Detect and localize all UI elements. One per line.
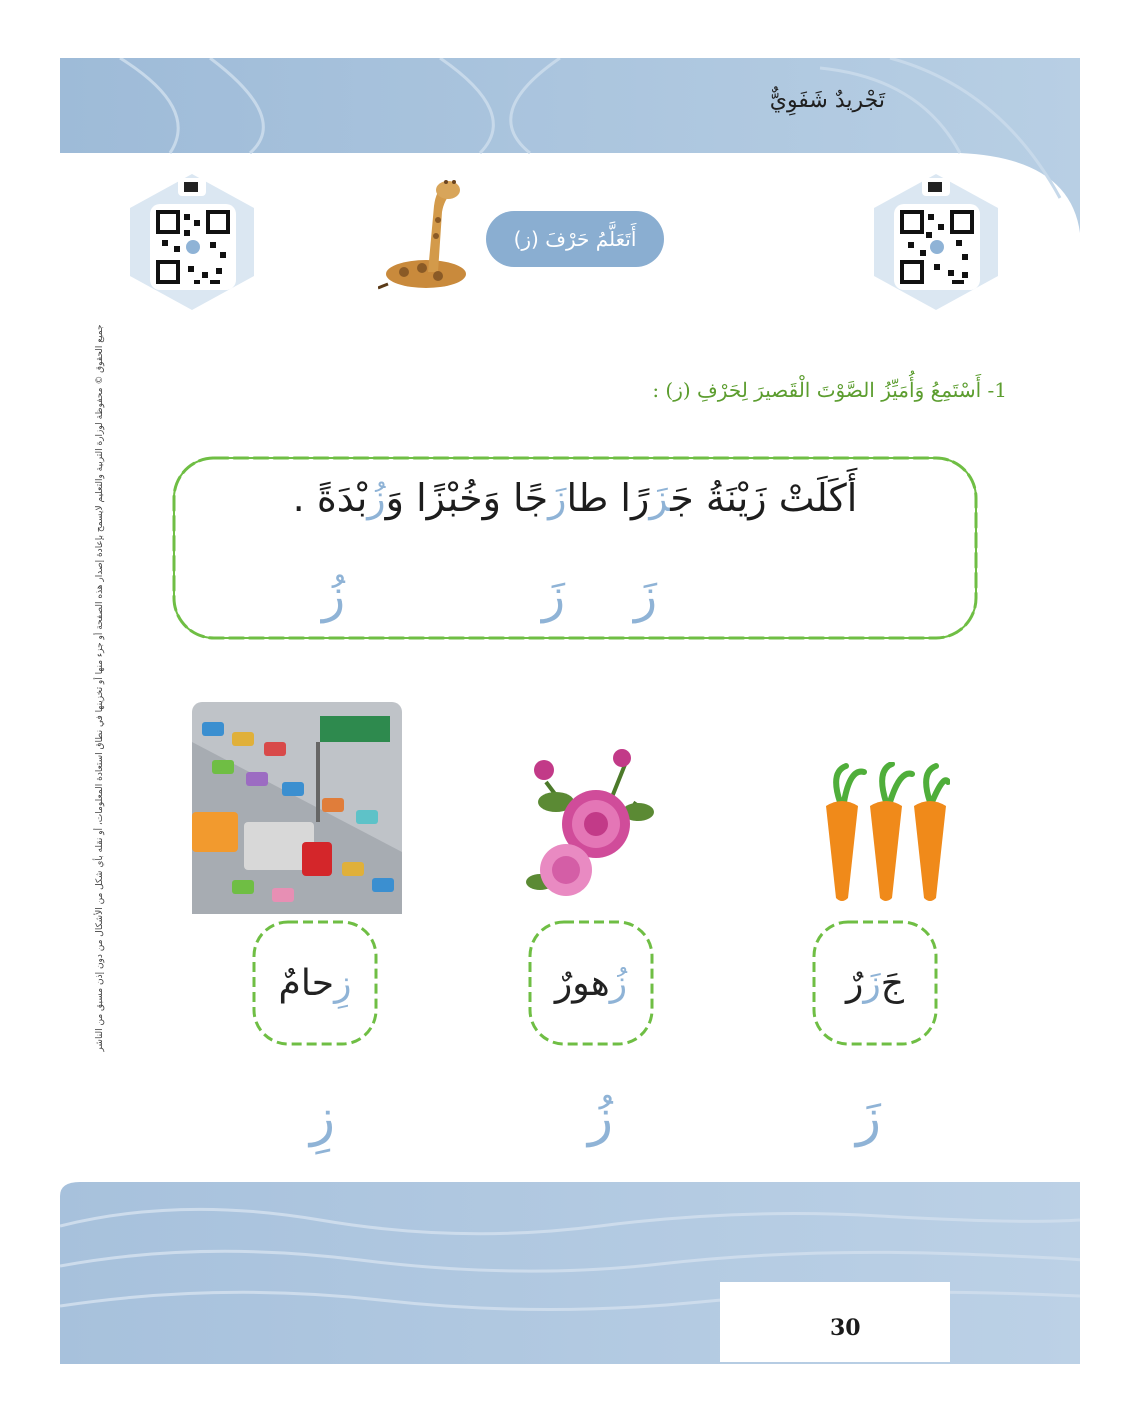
word-card-flowers: زُ هورٌ: [524, 916, 658, 1050]
sentence-letter-mark: زُ: [322, 568, 346, 624]
flowers-picture: [526, 742, 656, 912]
footer-band: [60, 1156, 1080, 1364]
highlighted-letter: زَ: [548, 476, 567, 520]
word-card-traffic-jam: زِ حامٌ: [248, 916, 382, 1050]
page-number: 30: [830, 1315, 861, 1341]
word-letter-mark: زِ: [310, 1088, 336, 1148]
lesson-title-pill: أَتَعَلَّمُ حَرْفَ (ز): [486, 211, 664, 267]
sentence-word: أَكَلَتْ: [778, 476, 858, 520]
exercise-sentence: [164, 476, 986, 520]
sentence-letter-mark: زَ: [634, 568, 658, 624]
carrots-picture: [820, 762, 950, 902]
sentence-letter-mark: زَ: [542, 568, 566, 624]
sentence-word: طازَجًا: [513, 476, 609, 520]
textbook-page: [60, 58, 1080, 1364]
word-letter-mark: زَ: [856, 1088, 882, 1148]
exercise-instruction: 1- أَسْتَمِعُ وَأُمَيِّزُ الصَّوْتَ الْقَصيرَ لِحَرْفِ (ز) :: [652, 378, 1007, 402]
sentence-word: وَزُبْدَةً: [316, 476, 405, 520]
giraffe-picture: [378, 176, 474, 296]
word-letter-mark: زُ: [588, 1088, 614, 1148]
highlighted-letter: زَ: [863, 962, 881, 1004]
copyright-note: جميع الحقوق © محفوظة لوزارة التربية والتعليم لايسمح بإعادة إصدار هذه الصفحة أو جزء منها أو تخزينها في نطاق استعادة المعلومات، أو نقله بأي شكل من الأشكال من دون إذن مسبق من الناشر: [95, 324, 105, 1052]
sentence-period: .: [292, 476, 305, 520]
sentence-word: وَخُبْزًا: [416, 476, 501, 520]
highlighted-letter: زُ: [367, 476, 386, 520]
qr-code-left[interactable]: [118, 168, 266, 316]
sentence-word: زَيْنَةُ: [705, 476, 767, 520]
highlighted-letter: زِ: [334, 962, 352, 1004]
highlighted-letter: زَ: [649, 476, 671, 520]
word-card-carrots: جَ زَ رٌ: [808, 916, 942, 1050]
traffic-jam-picture: [192, 702, 402, 914]
page-header-title: تَجْريدٌ شَفَوِيٌّ: [769, 88, 885, 113]
highlighted-letter: زُ: [609, 962, 628, 1004]
qr-code-right[interactable]: [862, 168, 1010, 316]
sentence-word: جَزَرًا: [620, 476, 694, 520]
